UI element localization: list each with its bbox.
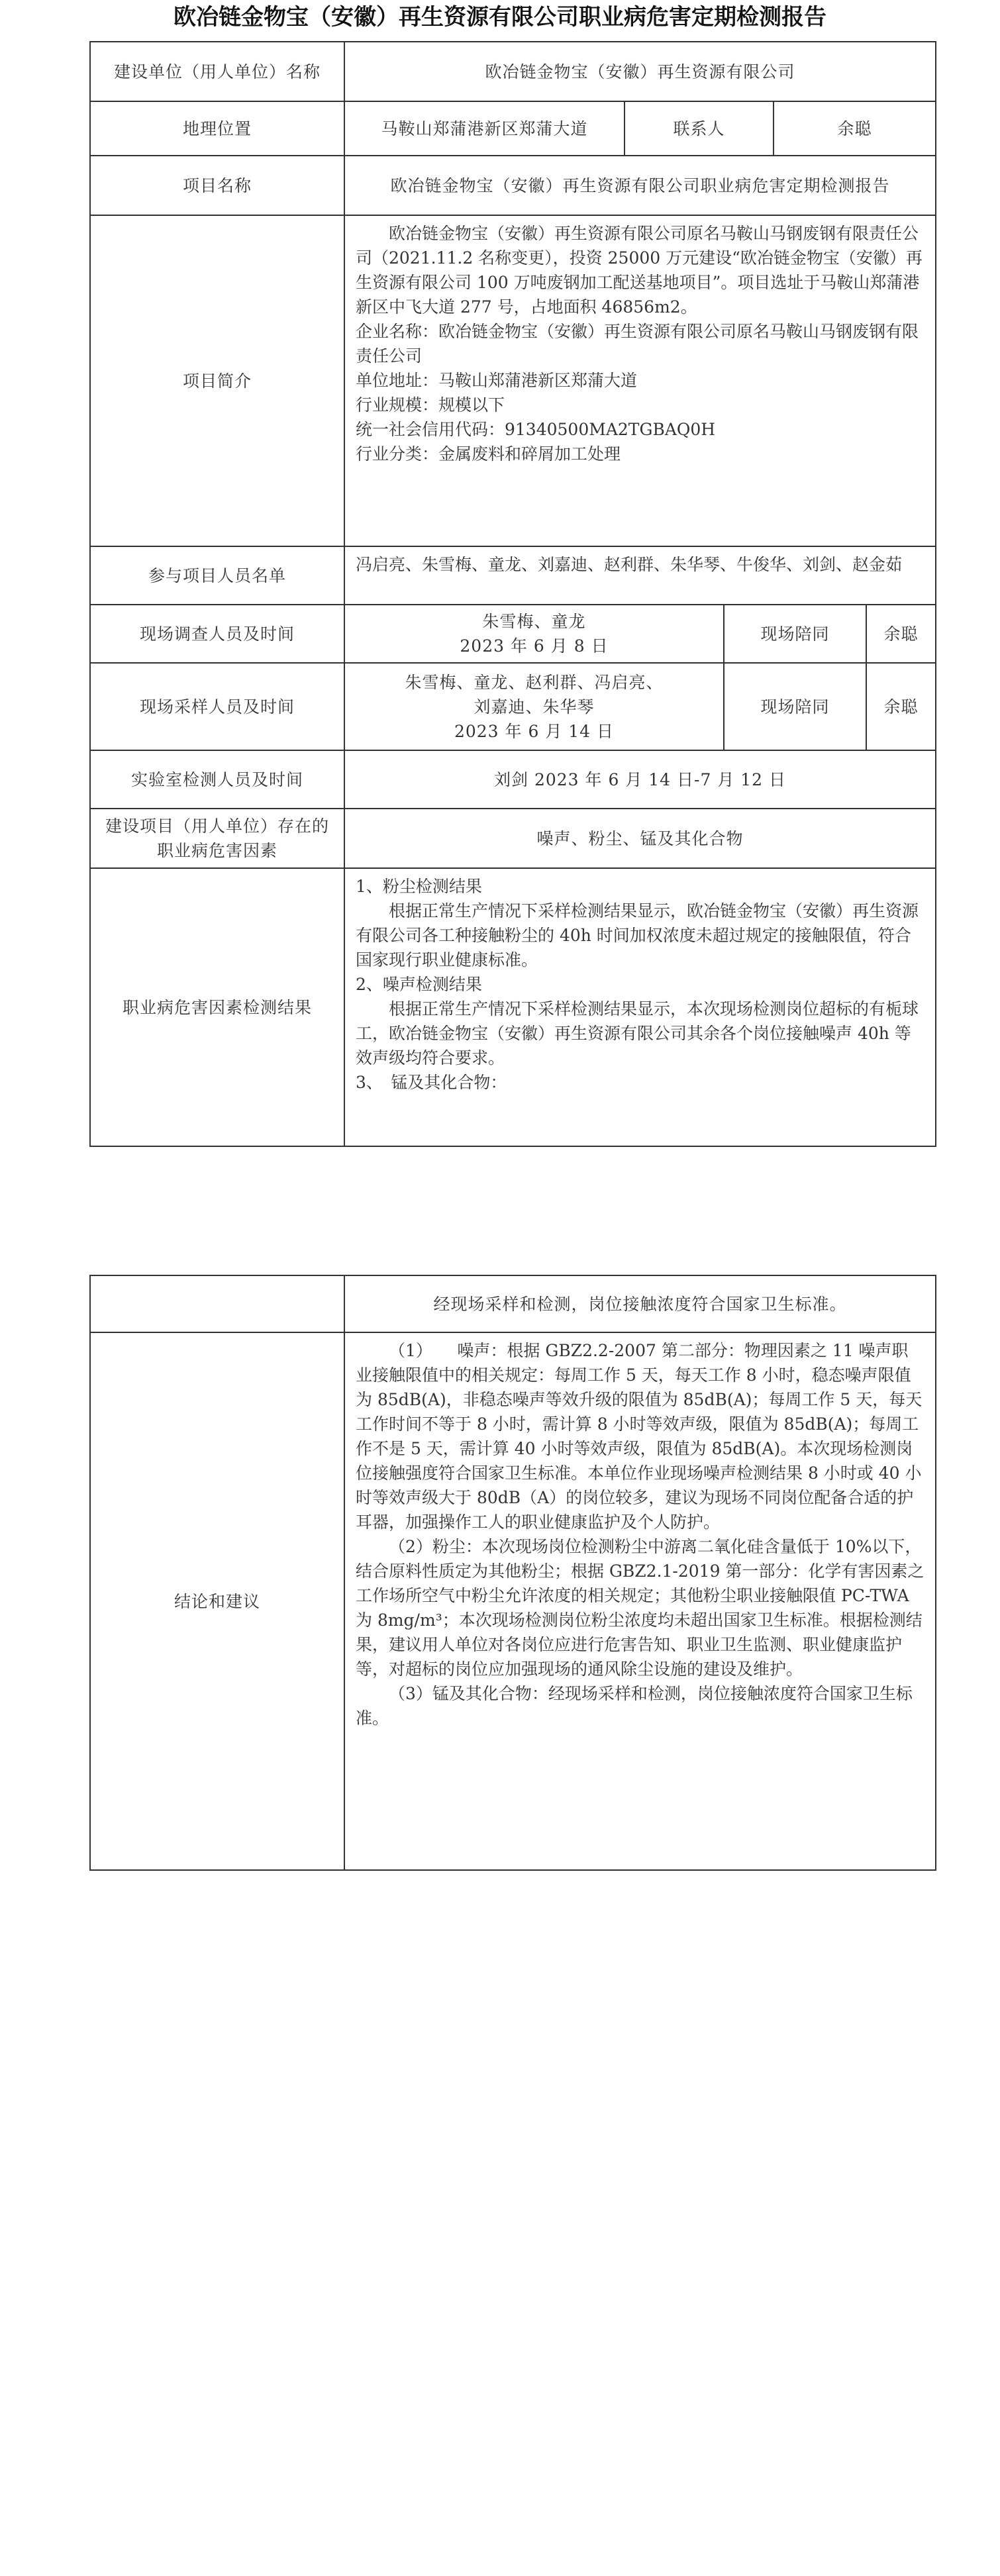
row-factors	[90, 809, 936, 868]
sampling-accompany-value: 余聪	[866, 663, 936, 750]
results-content	[344, 868, 936, 1146]
survey-label: 现场调查人员及时间	[90, 605, 344, 663]
row-unit	[90, 42, 936, 101]
row-conclusion	[90, 1332, 936, 1870]
staff-value: 冯启亮、朱雪梅、童龙、刘嘉迪、赵利群、朱华琴、牛俊华、刘剑、赵金茹	[344, 546, 936, 605]
conclusion-label: 结论和建议	[90, 1332, 344, 1870]
lab-value: 刘剑 2023 年 6 月 14 日-7 月 12 日	[344, 750, 936, 809]
intro-credit-code: 统一社会信用代码：91340500MA2TGBAQ0H	[356, 420, 716, 439]
row-location	[90, 101, 936, 156]
report-table-page1	[89, 41, 936, 1147]
staff-label: 参与项目人员名单	[90, 546, 344, 605]
survey-date: 2023 年 6 月 8 日	[460, 636, 609, 656]
sampling-accompany-label: 现场陪同	[724, 663, 866, 750]
row-project	[90, 156, 936, 215]
intro-label: 项目简介	[90, 215, 344, 546]
row-continued	[90, 1275, 936, 1332]
unit-label: 建设单位（用人单位）名称	[90, 42, 344, 101]
results-noise-text: 根据正常生产情况下采样检测结果显示，本次现场检测岗位超标的有栀球工，欧冶链金物宝（安徽）再生资源有限公司其余各个岗位接触噪声 40h 等效声级均符合要求。	[356, 999, 919, 1067]
sampling-value	[344, 663, 724, 750]
survey-names: 朱雪梅、童龙	[482, 612, 586, 631]
lab-label: 实验室检测人员及时间	[90, 750, 344, 809]
row-results	[90, 868, 936, 1146]
project-label: 项目名称	[90, 156, 344, 215]
sampling-names-2: 刘嘉迪、朱华琴	[474, 697, 595, 717]
sampling-date: 2023 年 6 月 14 日	[454, 721, 615, 741]
intro-content	[344, 215, 936, 546]
survey-value	[344, 605, 724, 663]
location-value: 马鞍山郑蒲港新区郑蒲大道	[344, 101, 625, 156]
conclusion-noise: （1） 噪声：根据 GBZ2.2-2007 第二部分：物理因素之 11 噪声职业接触限值中的相关规定：每周工作 5 天，每天工作 8 小时，稳态噪声限值为 85dB(A)，非稳态噪声等效升级的限值为 85dB(A)；每周工作 5 天，每天工作时间不等于 8 小时，需计算 8 小时等效声级，限值为 85dB(A)；每周工作不是 5 天，需计算 40 小时等效声级，限值为 85dB(A)。本次现场检测岗位接触强度符合国家卫生标准。本单位作业现场噪声检测结果 8 小时或 40 小时等效声级大于 80dB（A）的岗位较多，建议为现场不同岗位配备合适的护耳器，加强操作工人的职业健康监护及个人防护。	[356, 1341, 923, 1532]
location-label: 地理位置	[90, 101, 344, 156]
continued-label	[90, 1275, 344, 1332]
report-title: 欧冶链金物宝（安徽）再生资源有限公司职业病危害定期检测报告	[174, 4, 826, 30]
sampling-label: 现场采样人员及时间	[90, 663, 344, 750]
intro-address: 单位地址：马鞍山郑蒲港新区郑蒲大道	[356, 371, 638, 390]
row-sampling	[90, 663, 936, 750]
intro-category: 行业分类：金属废料和碎屑加工处理	[356, 444, 621, 464]
intro-paragraph: 欧冶链金物宝（安徽）再生资源有限公司原名马鞍山马钢废钢有限责任公司（2021.11.2 名称变更），投资 25000 万元建设“欧冶链金物宝（安徽）再生资源有限公司 100 万吨废钢加工配送基地项目”。项目选址于马鞍山郑蒲港新区中飞大道 277 号，占地面积 46856m2。	[356, 224, 923, 317]
survey-accompany-label: 现场陪同	[724, 605, 866, 663]
row-survey	[90, 605, 936, 663]
factors-label: 建设项目（用人单位）存在的职业病危害因素	[90, 809, 344, 868]
report-table-page2	[89, 1275, 936, 1871]
continued-value: 经现场采样和检测，岗位接触浓度符合国家卫生标准。	[344, 1275, 936, 1332]
factors-value: 噪声、粉尘、锰及其化合物	[344, 809, 936, 868]
row-intro	[90, 215, 936, 546]
project-value: 欧冶链金物宝（安徽）再生资源有限公司职业病危害定期检测报告	[344, 156, 936, 215]
conclusion-dust: （2）粉尘：本次现场岗位检测粉尘中游离二氧化硅含量低于 10%以下，结合原料性质定为其他粉尘；根据 GBZ2.1-2019 第一部分：化学有害因素之工作场所空气中粉尘允许浓度的相关规定；其他粉尘职业接触限值 PC-TWA 为 8mg/m³；本次现场检测岗位粉尘浓度均未超出国家卫生标准。根据检测结果，建议用人单位对各岗位应进行危害告知、职业卫生监测、职业健康监护等，对超标的岗位应加强现场的通风除尘设施的建设及维护。	[356, 1537, 925, 1679]
intro-company: 企业名称：欧冶链金物宝（安徽）再生资源有限公司原名马鞍山马钢废钢有限责任公司	[356, 322, 919, 366]
conclusion-content	[344, 1332, 936, 1870]
results-label: 职业病危害因素检测结果	[90, 868, 344, 1146]
results-heading-manganese: 3、 锰及其化合物：	[356, 1073, 507, 1092]
contact-value: 余聪	[774, 101, 936, 156]
row-lab	[90, 750, 936, 809]
conclusion-manganese: （3）锰及其化合物：经现场采样和检测，岗位接触浓度符合国家卫生标准。	[356, 1684, 913, 1728]
results-dust-text: 根据正常生产情况下采样检测结果显示，欧冶链金物宝（安徽）再生资源有限公司各工种接触粉尘的 40h 时间加权浓度未超过规定的接触限值，符合国家现行职业健康标准。	[356, 901, 919, 969]
results-heading-noise: 2、噪声检测结果	[356, 975, 482, 994]
survey-accompany-value: 余聪	[866, 605, 936, 663]
results-heading-dust: 1、粉尘检测结果	[356, 877, 482, 896]
unit-value: 欧冶链金物宝（安徽）再生资源有限公司	[344, 42, 936, 101]
sampling-names-1: 朱雪梅、童龙、赵利群、冯启亮、	[405, 672, 664, 692]
row-staff	[90, 546, 936, 605]
intro-scale: 行业规模：规模以下	[356, 395, 505, 415]
contact-label: 联系人	[625, 101, 774, 156]
